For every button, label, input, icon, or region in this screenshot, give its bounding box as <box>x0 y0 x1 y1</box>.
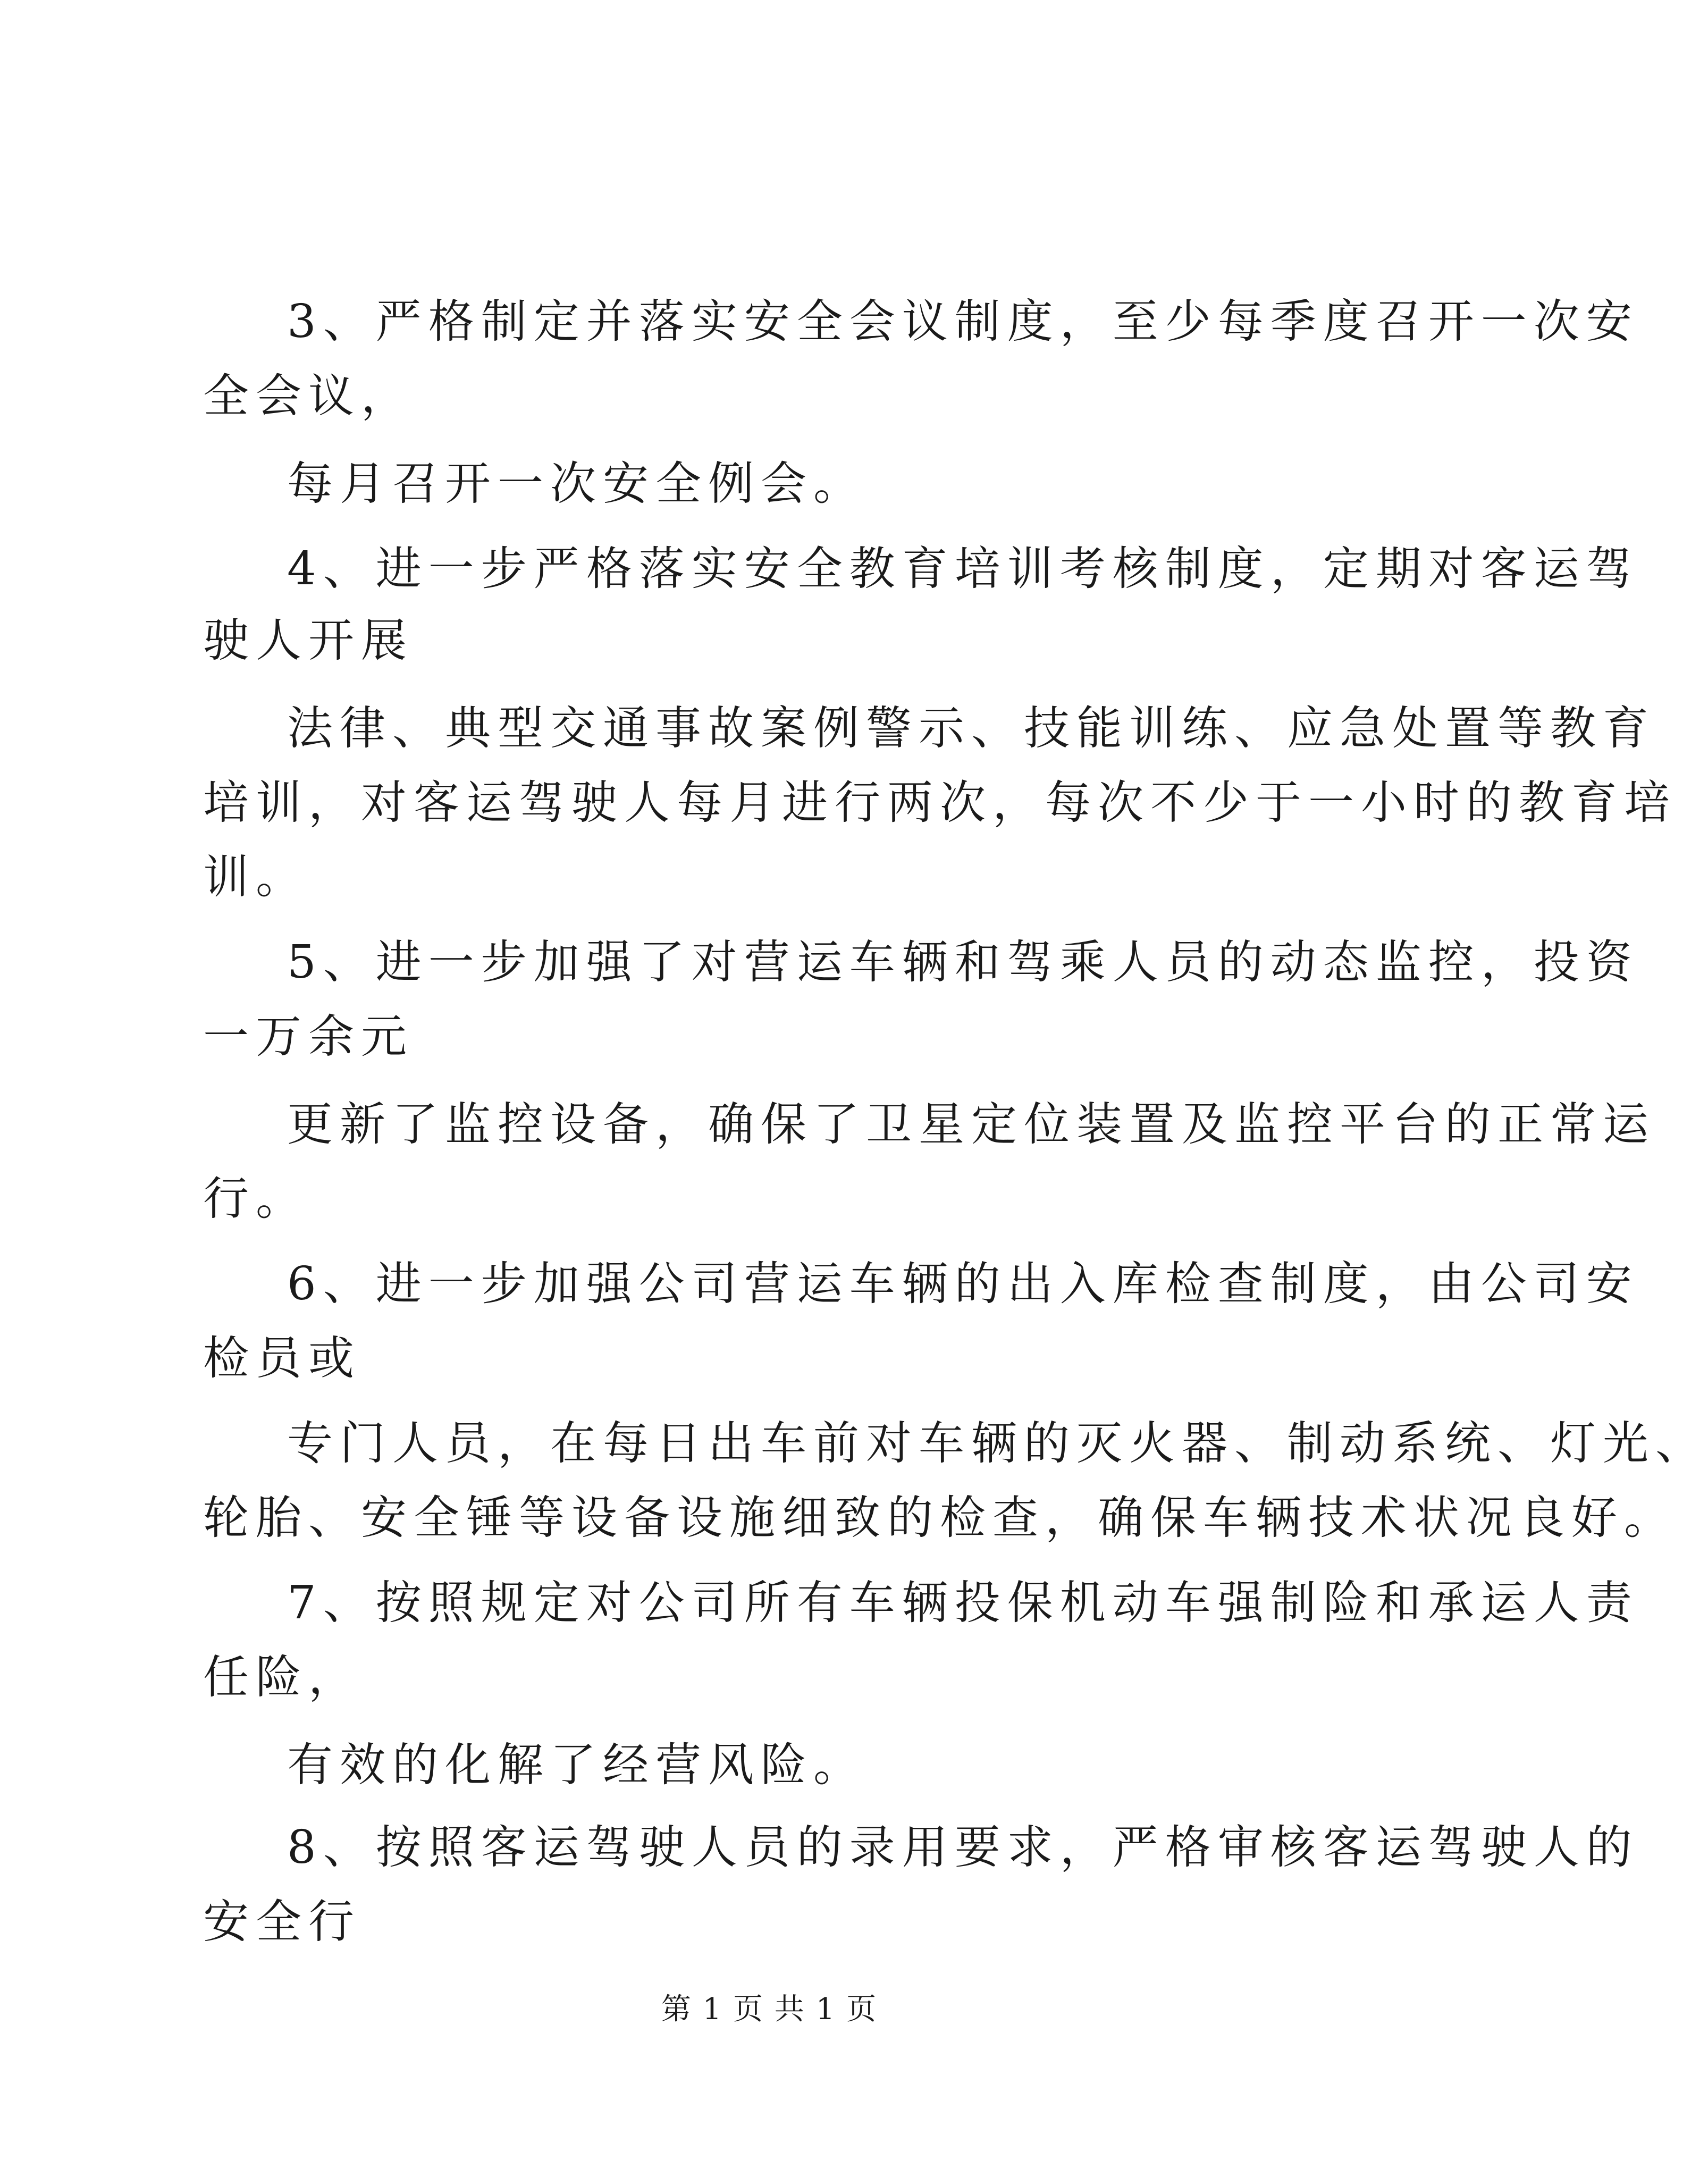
text-line: 轮胎、安全锤等设备设施细致的检查，确保车辆技术状况良好。 <box>203 1491 1677 1544</box>
text-line: 训。 <box>203 851 308 904</box>
text-line: 驶人开展 <box>203 614 414 667</box>
text-line: 有效的化解了经营风险。 <box>287 1738 866 1792</box>
text-line: 8、按照客运驾驶人员的录用要求，严格审核客运驾驶人的 <box>287 1821 1639 1874</box>
text-line: 专门人员，在每日出车前对车辆的灭火器、制动系统、灯光、 <box>287 1417 1708 1470</box>
text-line: 安全行 <box>203 1895 361 1948</box>
text-line: 一万余元 <box>203 1010 414 1063</box>
text-line: 5、进一步加强了对营运车辆和驾乘人员的动态监控，投资 <box>287 936 1639 989</box>
text-line: 全会议， <box>203 369 414 423</box>
text-line: 7、按照规定对公司所有车辆投保机动车强制险和承运人责 <box>287 1576 1639 1629</box>
text-line: 培训，对客运驾驶人每月进行两次，每次不少于一小时的教育培 <box>203 776 1677 829</box>
page-number-footer: 第 1 页 共 1 页 <box>661 1992 878 2027</box>
text-line: 4、进一步严格落实安全教育培训考核制度，定期对客运驾 <box>287 542 1639 595</box>
text-line: 每月召开一次安全例会。 <box>287 457 866 510</box>
text-line: 3、严格制定并落实安全会议制度，至少每季度召开一次安 <box>287 295 1639 348</box>
text-line: 检员或 <box>203 1332 361 1385</box>
text-line: 更新了监控设备，确保了卫星定位装置及监控平台的正常运 <box>287 1098 1655 1151</box>
text-line: 行。 <box>203 1172 308 1225</box>
text-line: 6、进一步加强公司营运车辆的出入库检查制度，由公司安 <box>287 1257 1639 1310</box>
text-line: 法律、典型交通事故案例警示、技能训练、应急处置等教育 <box>287 702 1655 755</box>
text-line: 任险， <box>203 1651 361 1704</box>
